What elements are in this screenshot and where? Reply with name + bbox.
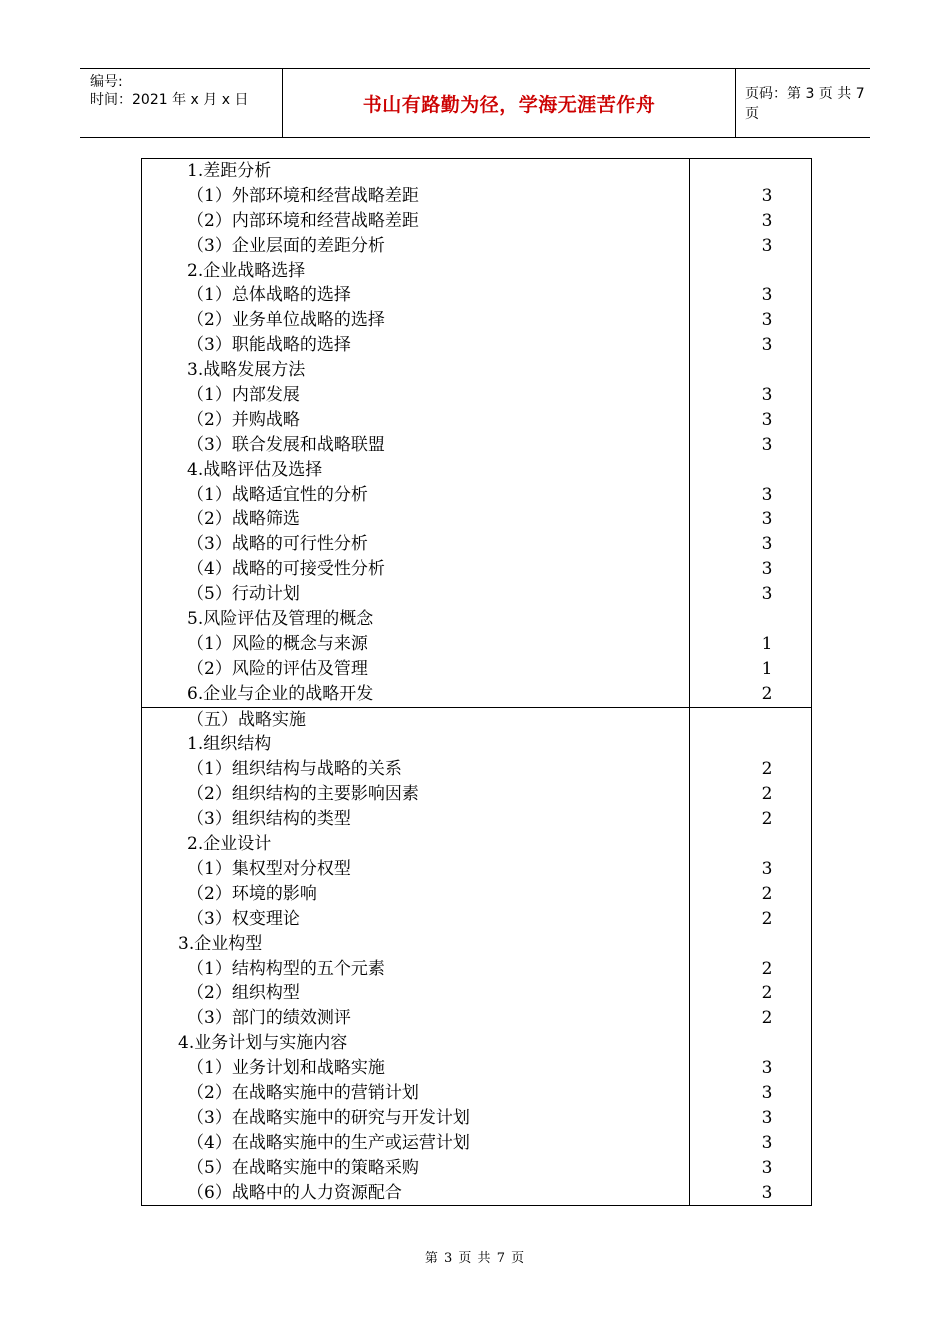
- table-section: [142, 159, 811, 707]
- hours-value: 3: [761, 235, 773, 256]
- header-motto-cell: [282, 69, 736, 137]
- hours-value: 3: [761, 385, 773, 406]
- subtopic-label: （3）联合发展和战略联盟: [187, 434, 385, 455]
- table-row: [142, 657, 811, 682]
- subtopic-label: （3）战略的可行性分析: [187, 534, 368, 555]
- page-info: 页码：第 3 页 共 7 页: [745, 86, 865, 122]
- subtopic-label: （1）风险的概念与来源: [187, 633, 368, 654]
- table-row: [142, 1131, 811, 1156]
- subtopic-label: （5）在战略实施中的策略采购: [187, 1157, 419, 1178]
- table-row: [142, 333, 811, 358]
- table-row: [142, 209, 811, 234]
- subtopic-label: （五）战略实施: [187, 709, 306, 730]
- hours-value: 2: [761, 883, 773, 904]
- subtopic-label: （3）组织结构的类型: [187, 809, 351, 830]
- hours-value: 3: [761, 1182, 773, 1203]
- hours-value: 3: [761, 559, 773, 580]
- motto-text: 书山有路勤为径，学海无涯苦作舟: [362, 93, 656, 116]
- subtopic-label: （1）外部环境和经营战略差距: [187, 185, 419, 206]
- table-row: [142, 358, 811, 383]
- header-meta-cell: [80, 69, 282, 137]
- table-row: [142, 582, 811, 607]
- hours-value: 3: [761, 210, 773, 231]
- syllabus-table: [141, 158, 812, 1206]
- table-row: [142, 433, 811, 458]
- subtopic-label: （2）在战略实施中的营销计划: [187, 1082, 419, 1103]
- page-footer: 第 3 页 共 7 页: [424, 1251, 526, 1266]
- subtopic-label: （1）组织结构与战略的关系: [187, 759, 402, 780]
- table-row: [142, 757, 811, 782]
- table-row: [142, 708, 811, 733]
- subtopic-label: （4）战略的可接受性分析: [187, 559, 385, 580]
- table-row: [142, 507, 811, 532]
- subtopic-label: （3）在战略实施中的研究与开发计划: [187, 1107, 470, 1128]
- table-row: [142, 184, 811, 209]
- topic-label: 4.业务计划与实施内容: [178, 1033, 348, 1054]
- topic-label: 1.差距分析: [187, 161, 272, 181]
- table-row: [142, 1081, 811, 1106]
- hours-value: 3: [761, 1132, 773, 1153]
- hours-value: 3: [761, 1082, 773, 1103]
- table-row: [142, 607, 811, 632]
- hours-value: 2: [761, 809, 773, 830]
- subtopic-label: （2）内部环境和经营战略差距: [187, 210, 419, 231]
- subtopic-label: （1）总体战略的选择: [187, 285, 351, 306]
- hours-value: 2: [761, 983, 773, 1004]
- table-row: [142, 632, 811, 657]
- subtopic-label: （1）业务计划和战略实施: [187, 1058, 385, 1079]
- hours-value: 3: [761, 335, 773, 356]
- hours-value: 2: [761, 1008, 773, 1029]
- table-row: [142, 234, 811, 259]
- table-row: [142, 857, 811, 882]
- table-row: [142, 1006, 811, 1031]
- hours-value: 3: [761, 409, 773, 430]
- hours-value: 3: [761, 1107, 773, 1128]
- table-row: [142, 408, 811, 433]
- subtopic-label: （3）职能战略的选择: [187, 335, 351, 356]
- table-row: [142, 782, 811, 807]
- topic-label: 2.企业设计: [187, 834, 272, 855]
- table-row: [142, 1106, 811, 1131]
- topic-label: 3.企业构型: [178, 933, 263, 954]
- table-row: [142, 882, 811, 907]
- subtopic-label: （1）战略适宜性的分析: [187, 484, 368, 505]
- subtopic-label: （1）内部发展: [187, 385, 300, 406]
- hours-value: 3: [761, 1058, 773, 1079]
- page-header: [80, 68, 870, 138]
- table-row: [142, 259, 811, 284]
- subtopic-label: （2）业务单位战略的选择: [187, 310, 385, 331]
- table-row: [142, 957, 811, 982]
- topic-label: 3.战略发展方法: [187, 360, 306, 381]
- hours-value: 3: [761, 285, 773, 306]
- hours-value: 3: [761, 1157, 773, 1178]
- subtopic-label: （1）集权型对分权型: [187, 858, 351, 879]
- topic-label: 2.企业战略选择: [187, 260, 306, 281]
- subtopic-label: （2）组织结构的主要影响因素: [187, 784, 419, 805]
- hours-value: 3: [761, 484, 773, 505]
- hours-value: 2: [761, 908, 773, 929]
- table-section: [142, 707, 811, 1206]
- serial-label: 编号:: [90, 74, 123, 90]
- topic-label: 5.风险评估及管理的概念: [187, 609, 374, 630]
- table-row: [142, 159, 811, 184]
- subtopic-label: （3）权变理论: [187, 908, 300, 929]
- table-row: [142, 682, 811, 707]
- hours-value: 2: [761, 958, 773, 979]
- hours-value: 1: [761, 658, 773, 679]
- subtopic-label: （2）风险的评估及管理: [187, 658, 368, 679]
- table-row: [142, 383, 811, 408]
- table-row: [142, 483, 811, 508]
- table-row: [142, 732, 811, 757]
- subtopic-label: （6）战略中的人力资源配合: [187, 1182, 402, 1203]
- subtopic-label: （4）在战略实施中的生产或运营计划: [187, 1132, 470, 1153]
- table-row: [142, 283, 811, 308]
- table-row: [142, 557, 811, 582]
- hours-value: 2: [761, 784, 773, 805]
- hours-value: 3: [761, 185, 773, 206]
- table-row: [142, 832, 811, 857]
- subtopic-label: （2）战略筛选: [187, 509, 300, 530]
- topic-label: 6.企业与企业的战略开发: [187, 683, 374, 704]
- hours-value: 1: [761, 633, 773, 654]
- table-row: [142, 308, 811, 333]
- table-row: [142, 1156, 811, 1181]
- subtopic-label: （2）并购战略: [187, 409, 300, 430]
- subtopic-label: （3）企业层面的差距分析: [187, 235, 385, 256]
- hours-value: 2: [761, 683, 773, 704]
- hours-value: 3: [761, 584, 773, 605]
- subtopic-label: （3）部门的绩效测评: [187, 1008, 351, 1029]
- table-row: [142, 532, 811, 557]
- date-text: 时间：2021 年 x 月 x 日: [90, 92, 249, 108]
- hours-value: 3: [761, 434, 773, 455]
- hours-value: 3: [761, 310, 773, 331]
- hours-value: 3: [761, 534, 773, 555]
- table-row: [142, 458, 811, 483]
- table-row: [142, 1181, 811, 1206]
- hours-value: 3: [761, 509, 773, 530]
- subtopic-label: （2）环境的影响: [187, 883, 317, 904]
- subtopic-label: （2）组织构型: [187, 983, 300, 1004]
- table-row: [142, 932, 811, 957]
- hours-value: 3: [761, 858, 773, 879]
- table-row: [142, 981, 811, 1006]
- table-row: [142, 1056, 811, 1081]
- table-row: [142, 1031, 811, 1056]
- topic-label: 1.组织结构: [187, 734, 272, 755]
- hours-value: 2: [761, 759, 773, 780]
- header-page-cell: [735, 69, 870, 137]
- subtopic-label: （5）行动计划: [187, 584, 300, 605]
- topic-label: 4.战略评估及选择: [187, 459, 323, 480]
- subtopic-label: （1）结构构型的五个元素: [187, 958, 385, 979]
- table-row: [142, 907, 811, 932]
- table-row: [142, 807, 811, 832]
